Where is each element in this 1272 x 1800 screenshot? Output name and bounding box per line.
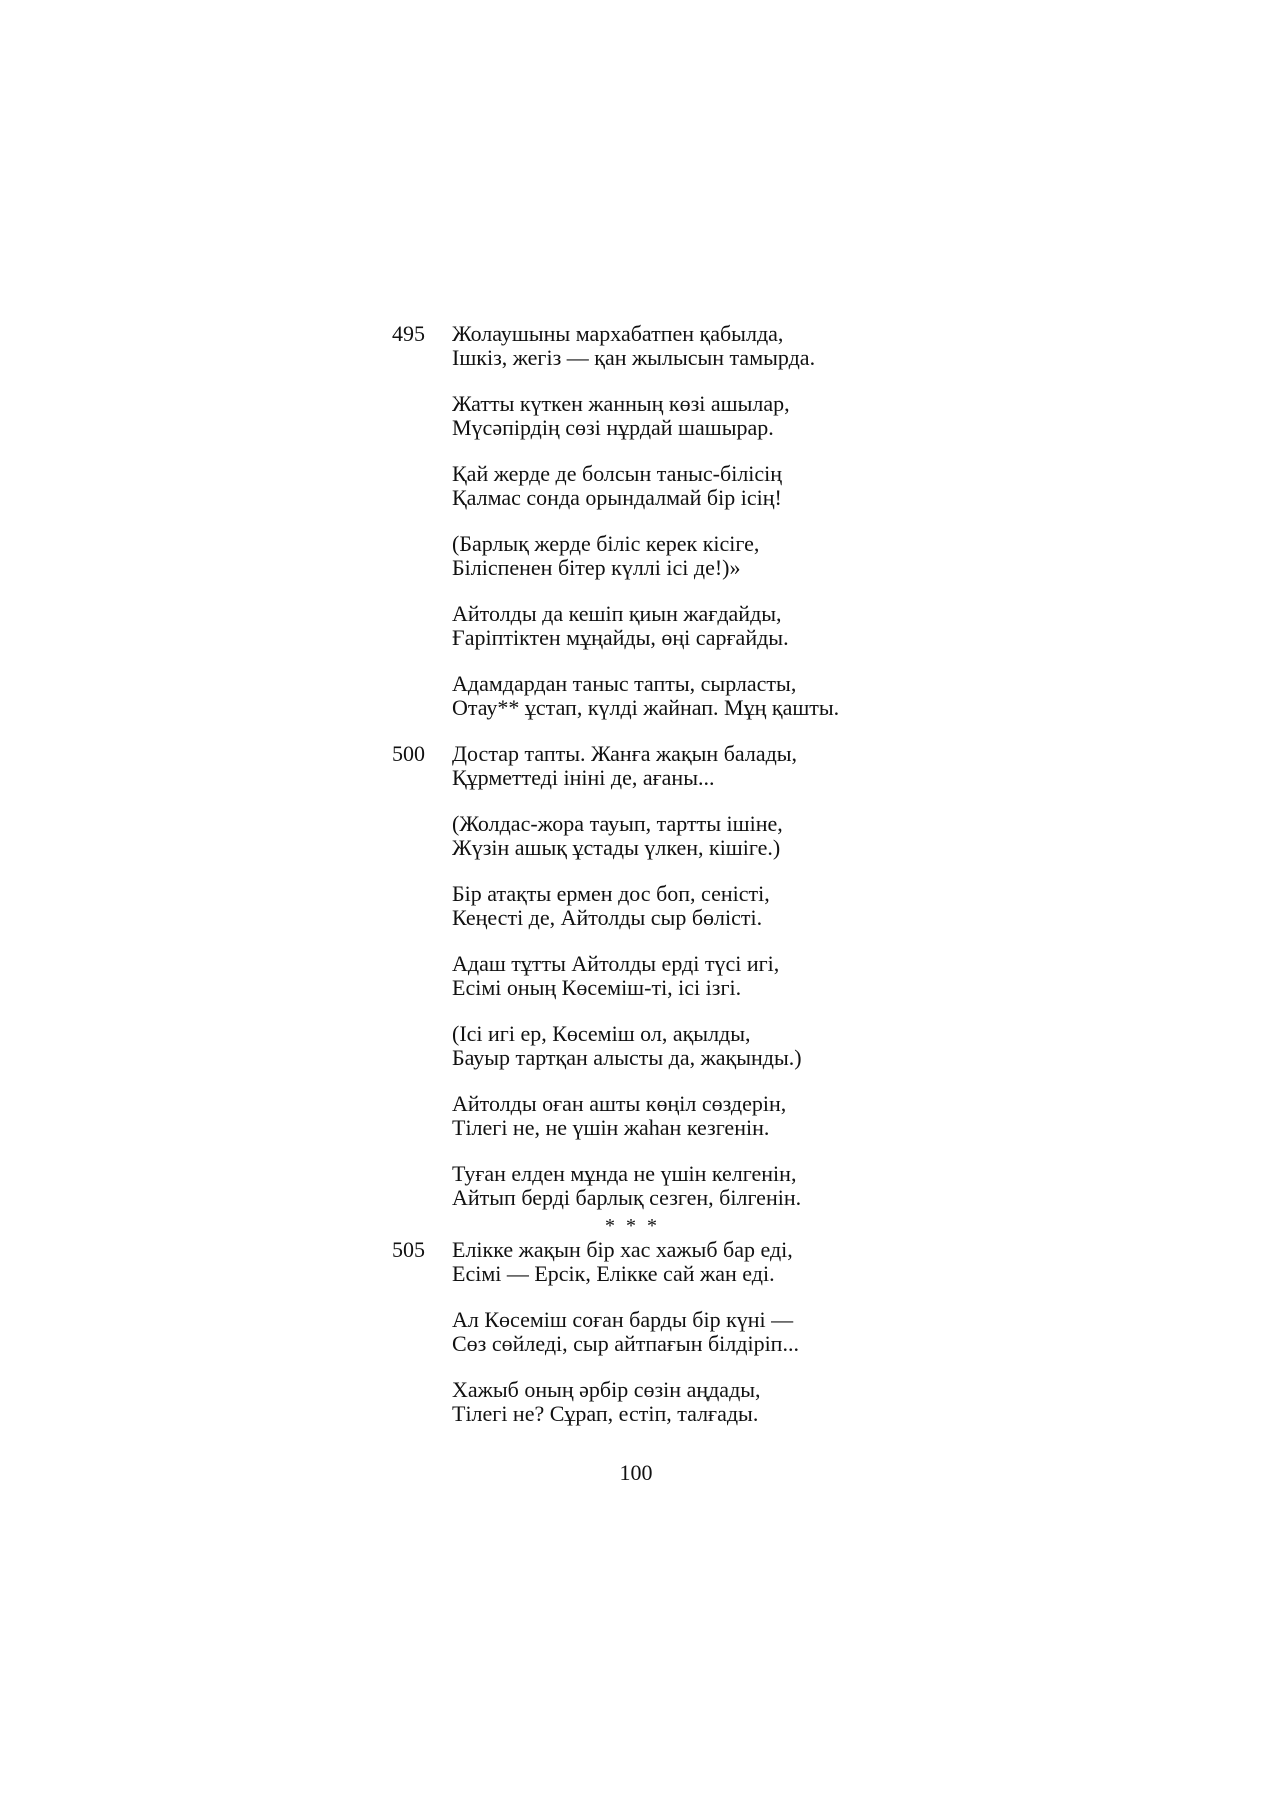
verse-line: Жолаушыны мархабатпен қабылда, <box>452 321 784 346</box>
stanza <box>392 1378 912 1426</box>
verse-line: Достар тапты. Жанға жақын балады, <box>452 741 798 766</box>
verse-number: 495 <box>392 321 425 346</box>
stanza <box>392 882 912 930</box>
poem-body <box>392 322 912 1448</box>
verse-line: Біліспенен бітер күллі ісі де!)» <box>452 555 741 580</box>
verse-line: Тілегі не, не үшін жаһан кезгенін. <box>452 1115 770 1140</box>
verse-line: Хажыб оның әрбір сөзін аңдады, <box>452 1377 761 1402</box>
stanza <box>392 742 912 790</box>
verse-line: Қалмас сонда орындалмай бір ісің! <box>452 485 782 510</box>
verse-line: Есімі — Ерсік, Елікке сай жан еді. <box>452 1261 775 1286</box>
verse-line: Айтып берді барлық сезген, білгенін. <box>452 1185 802 1210</box>
section-separator: * * * <box>605 1215 660 1237</box>
verse-line: Бауыр тартқан алысты да, жақынды.) <box>452 1045 802 1070</box>
stanza <box>392 322 912 370</box>
verse-line: Туған елден мұнда не үшін келгенін, <box>452 1161 797 1186</box>
verse-line: Ал Көсеміш соған барды бір күні — <box>452 1307 794 1332</box>
verse-line: Құрметтеді ініні де, ағаны... <box>452 765 715 790</box>
verse-line: (Барлық жерде біліс керек кісіге, <box>452 531 760 556</box>
verse-line: Сөз сөйледі, сыр айтпағын білдіріп... <box>452 1331 799 1356</box>
verse-number: 500 <box>392 741 425 766</box>
verse-line: Тілегі не? Сұрап, естіп, талғады. <box>452 1401 759 1426</box>
verse-line: Ғаріптіктен мұңайды, өңі сарғайды. <box>452 625 789 650</box>
stanza <box>392 812 912 860</box>
verse-line: Елікке жақын бір хас хажыб бар еді, <box>452 1237 793 1262</box>
verse-line: Кеңесті де, Айтолды сыр бөлісті. <box>452 905 763 930</box>
verse-number: 505 <box>392 1237 425 1262</box>
verse-line: Айтолды оған ашты көңіл сөздерін, <box>452 1091 787 1116</box>
stanza <box>392 672 912 720</box>
stanza <box>392 1308 912 1356</box>
stanza <box>392 1162 912 1210</box>
stanza <box>392 602 912 650</box>
verse-line: Адаш тұтты Айтолды ерді түсі игі, <box>452 951 780 976</box>
stanza <box>392 532 912 580</box>
stanza <box>392 392 912 440</box>
verse-line: (Жолдас-жора тауып, тартты ішіне, <box>452 811 783 836</box>
stanza <box>392 952 912 1000</box>
page-number: 100 <box>619 1460 653 1485</box>
stanza <box>392 1238 912 1286</box>
verse-line: Ішкіз, жегіз — қан жылысын тамырда. <box>452 345 816 370</box>
verse-line: (Ісі игі ер, Көсеміш ол, ақылды, <box>452 1021 751 1046</box>
verse-line: Мүсәпірдің сөзі нұрдай шашырар. <box>452 415 774 440</box>
stanza <box>392 1092 912 1140</box>
stanza <box>392 1022 912 1070</box>
verse-line: Отау** ұстап, күлді жайнап. Мұң қашты. <box>452 695 840 720</box>
verse-line: Адамдардан таныс тапты, сырласты, <box>452 671 797 696</box>
verse-line: Айтолды да кешіп қиын жағдайды, <box>452 601 782 626</box>
verse-line: Қай жерде де болсын таныс-білісің <box>452 461 783 486</box>
verse-line: Бір атақты ермен дос боп, сеністі, <box>452 881 770 906</box>
verse-line: Жатты күткен жанның көзі ашылар, <box>452 391 790 416</box>
verse-line: Есімі оның Көсеміш-ті, ісі ізгі. <box>452 975 742 1000</box>
stanza <box>392 462 912 510</box>
verse-line: Жүзін ашық ұстады үлкен, кішіге.) <box>452 835 781 860</box>
